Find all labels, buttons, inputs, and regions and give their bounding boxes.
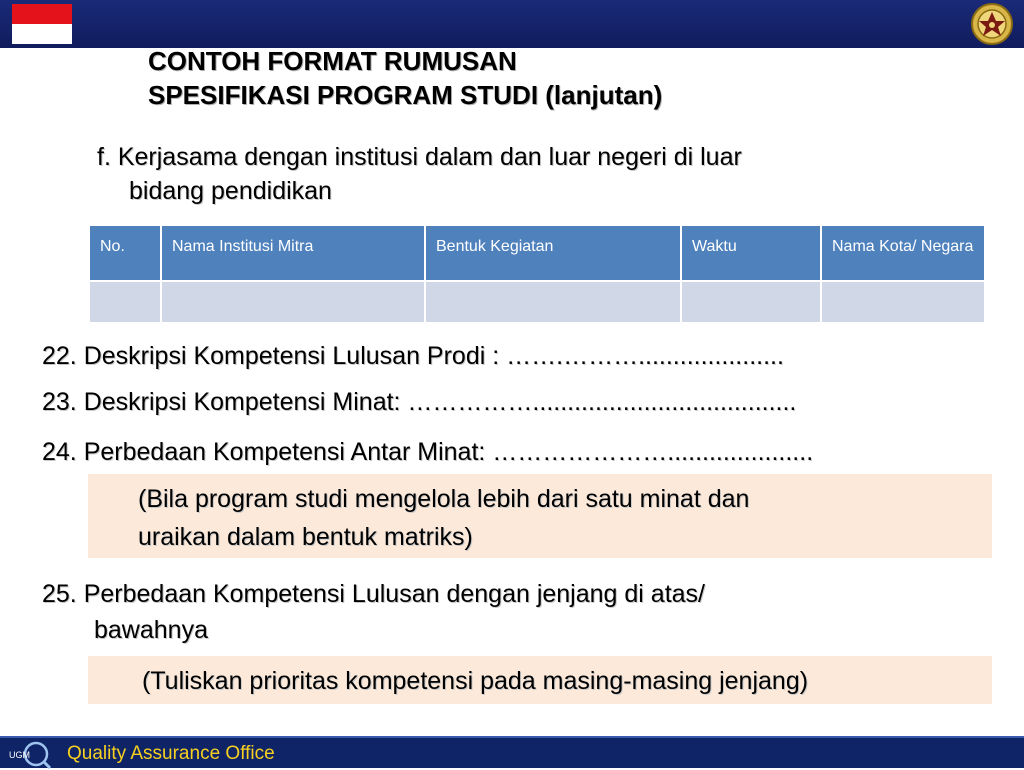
table-cell bbox=[821, 281, 985, 323]
title-line-2: SPESIFIKASI PROGRAM STUDI (lanjutan) bbox=[148, 80, 663, 110]
item-25-line-2: bawahnya bbox=[94, 616, 208, 644]
table-row bbox=[89, 281, 985, 323]
note-1-line-2: uraikan dalam bentuk matriks) bbox=[138, 523, 473, 551]
note-multiple-minat bbox=[88, 474, 992, 558]
item-25 bbox=[42, 576, 992, 648]
footer-label: Quality Assurance Office bbox=[67, 743, 275, 764]
footer-bar bbox=[0, 736, 1024, 768]
section-f-heading bbox=[97, 140, 937, 208]
item-22: 22. Deskripsi Kompetensi Lulusan Prodi : …….………..................... bbox=[42, 342, 784, 370]
table-cell bbox=[681, 281, 821, 323]
university-emblem-icon bbox=[970, 2, 1014, 46]
header-activity: Bentuk Kegiatan bbox=[425, 225, 681, 281]
item-25-line-1: 25. Perbedaan Kompetensi Lulusan dengan jenjang di atas/ bbox=[42, 580, 706, 608]
table-header-row bbox=[89, 225, 985, 281]
header-city-country: Nama Kota/ Negara bbox=[821, 225, 985, 281]
indonesia-flag-icon bbox=[12, 4, 72, 44]
header-institution: Nama Institusi Mitra bbox=[161, 225, 425, 281]
page-title bbox=[148, 44, 888, 112]
ugm-qa-logo-icon bbox=[6, 738, 54, 770]
flag-red-band bbox=[12, 4, 72, 24]
table-cell bbox=[89, 281, 161, 323]
flag-white-band bbox=[12, 24, 72, 44]
header-no: No. bbox=[89, 225, 161, 281]
top-bar bbox=[0, 0, 1024, 48]
section-f-line-1: f. Kerjasama dengan institusi dalam dan luar negeri di luar bbox=[97, 143, 742, 171]
item-23: 23. Deskripsi Kompetensi Minat: ……………...................................... bbox=[42, 388, 797, 416]
section-f-line-2: bidang pendidikan bbox=[129, 177, 332, 205]
footer-logo-text: UGM bbox=[9, 750, 30, 760]
table-cell bbox=[425, 281, 681, 323]
note-priority: (Tuliskan prioritas kompetensi pada masing-masing jenjang) bbox=[88, 656, 992, 704]
note-1-line-1: (Bila program studi mengelola lebih dari satu minat dan bbox=[138, 485, 750, 513]
header-time: Waktu bbox=[681, 225, 821, 281]
table-cell bbox=[161, 281, 425, 323]
title-line-1: CONTOH FORMAT RUMUSAN bbox=[148, 46, 517, 76]
partner-table bbox=[88, 224, 986, 324]
item-24: 24. Perbedaan Kompetensi Antar Minat: …………………..................... bbox=[42, 438, 814, 466]
